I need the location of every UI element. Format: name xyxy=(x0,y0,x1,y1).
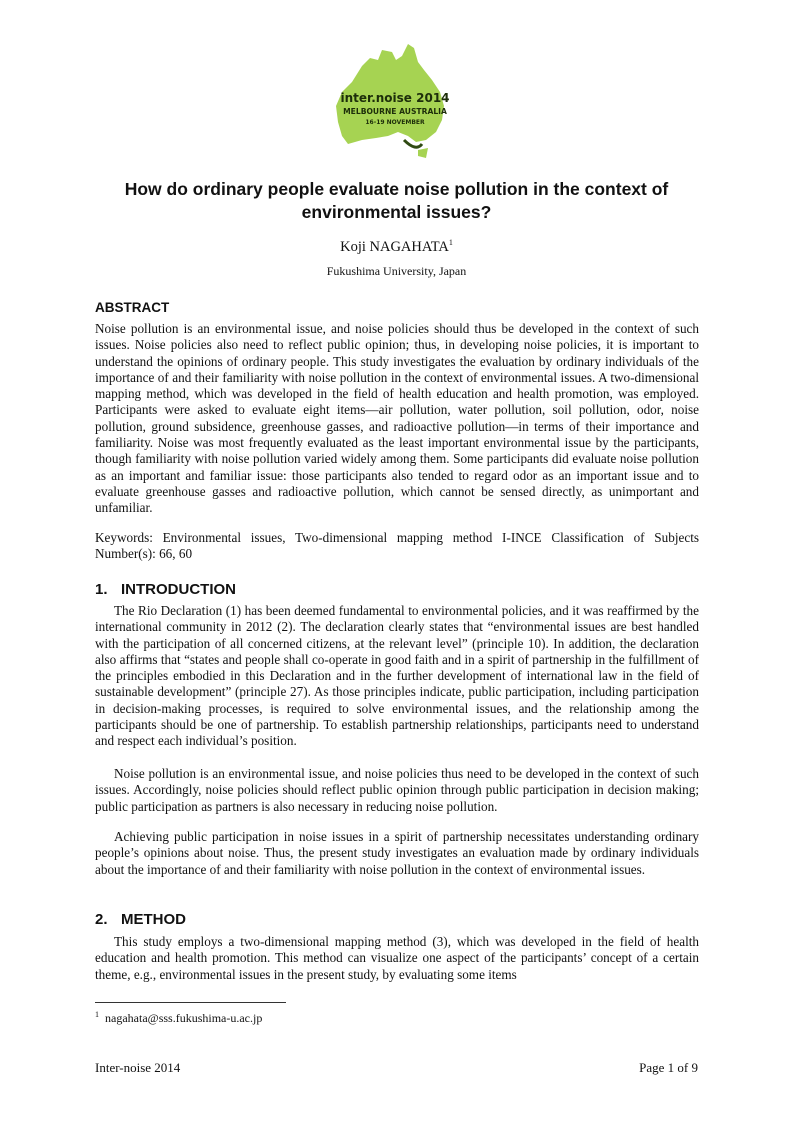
section-1-number: 1. xyxy=(95,581,108,598)
abstract-text: Noise pollution is an environmental issue, and noise policies should thus be developed in the context of such issues. Noise policies also need to reflect public opinion; thus, in developing noise policies, it is important to understand the opinions of ordinary people. This study investigates the evaluation by ordinary individuals of the importance of and their familiarity with noise pollution in the context of environmental issues. A two-dimensional mapping method, which was developed in the field of health education and health promotion, was employed. Participants were asked to evaluate eight items—air pollution, water pollution, soil pollution, odor, noise pollution, ground subsidence, greenhouse gasses, and radioactive pollution—in terms of their importance and familiarity. Noise was most frequently evaluated as the least important environmental issue by the participants, though familiarity with noise pollution varied widely among them. Some participants did evaluate noise pollution as an important and familiar issue: those participants also tended to regard odor as an important issue and to evaluate greenhouse gasses and radioactive pollution, which cannot be sensed directly, as unimportant and unfamiliar. xyxy=(95,321,699,516)
section-2-title: METHOD xyxy=(121,911,186,928)
intro-paragraph-2: Noise pollution is an environmental issue, and noise policies thus need to be developed in the context of such issues. Accordingly, noise policies should reflect public opinion through public participation in decision making; public participation as partners is also necessary in reducing noise pollution. xyxy=(95,766,699,814)
conference-logo xyxy=(332,40,458,164)
footnote-email: nagahata@sss.fukushima-u.ac.jp xyxy=(105,1011,263,1025)
paper-title: How do ordinary people evaluate noise pollution in the context of environmental issues? xyxy=(124,179,669,222)
footnote xyxy=(95,1010,262,1026)
intro-paragraph-1: The Rio Declaration (1) has been deemed fundamental to environmental policies, and it was reaffirmed by the international community in 2012 (2). The declaration clearly states that “environmental issues are best handled with the participation of all concerned citizens, at the relevant level” (principle 10). In addition, the declaration also affirms that “states and people shall co-operate in good faith and in a spirit of partnership in the fulfillment of the principles embodied in this Declaration and in the further development of international law in the field of sustainable development” (principle 27). As those principles indicate, public participation, including participation in decision-making processes, is required to solve environmental issues, and the relationship among the participants should be one of partnership. To establish partnership relationships, participants need to understand and respect each individual’s position. xyxy=(95,603,699,749)
intro-paragraph-3: Achieving public participation in noise issues in a spirit of partnership necessitates understanding ordinary people’s opinions about noise. Thus, the present study investigates an evaluation made by ordinary individuals about the importance of and their familiarity with noise pollution in the context of environmental issues. xyxy=(95,829,699,877)
author xyxy=(95,238,698,256)
section-2-heading xyxy=(95,911,186,928)
author-name: Koji NAGAHATA xyxy=(340,239,449,255)
affiliation: Fukushima University, Japan xyxy=(326,264,467,278)
footer-left: Inter-noise 2014 xyxy=(95,1060,181,1075)
tasmania-shape xyxy=(418,148,428,158)
author-footnote-mark: 1 xyxy=(448,238,453,247)
keywords: Keywords: Environmental issues, Two-dimensional mapping method I-INCE Classification of Subjects Number(s): 66, 60 xyxy=(95,530,699,562)
footer-page-number: Page 1 of 9 xyxy=(639,1060,698,1075)
section-2-number: 2. xyxy=(95,911,108,928)
section-1-heading xyxy=(95,581,236,598)
logo-line-2: MELBOURNE AUSTRALIA xyxy=(343,107,447,116)
footnote-mark: 1 xyxy=(95,1010,99,1019)
footnote-rule xyxy=(95,1002,286,1003)
logo-line-1: inter.noise 2014 xyxy=(340,91,450,105)
logo-line-3: 16-19 NOVEMBER xyxy=(365,119,425,126)
section-1-title: INTRODUCTION xyxy=(121,581,236,598)
abstract-heading: ABSTRACT xyxy=(95,300,170,315)
method-paragraph-1: This study employs a two-dimensional mapping method (3), which was developed in the field of health education and health promotion. This method can visualize one aspect of the participants’ concept of a certain theme, e.g., environmental issues in the present study, by evaluating some items xyxy=(95,934,699,982)
